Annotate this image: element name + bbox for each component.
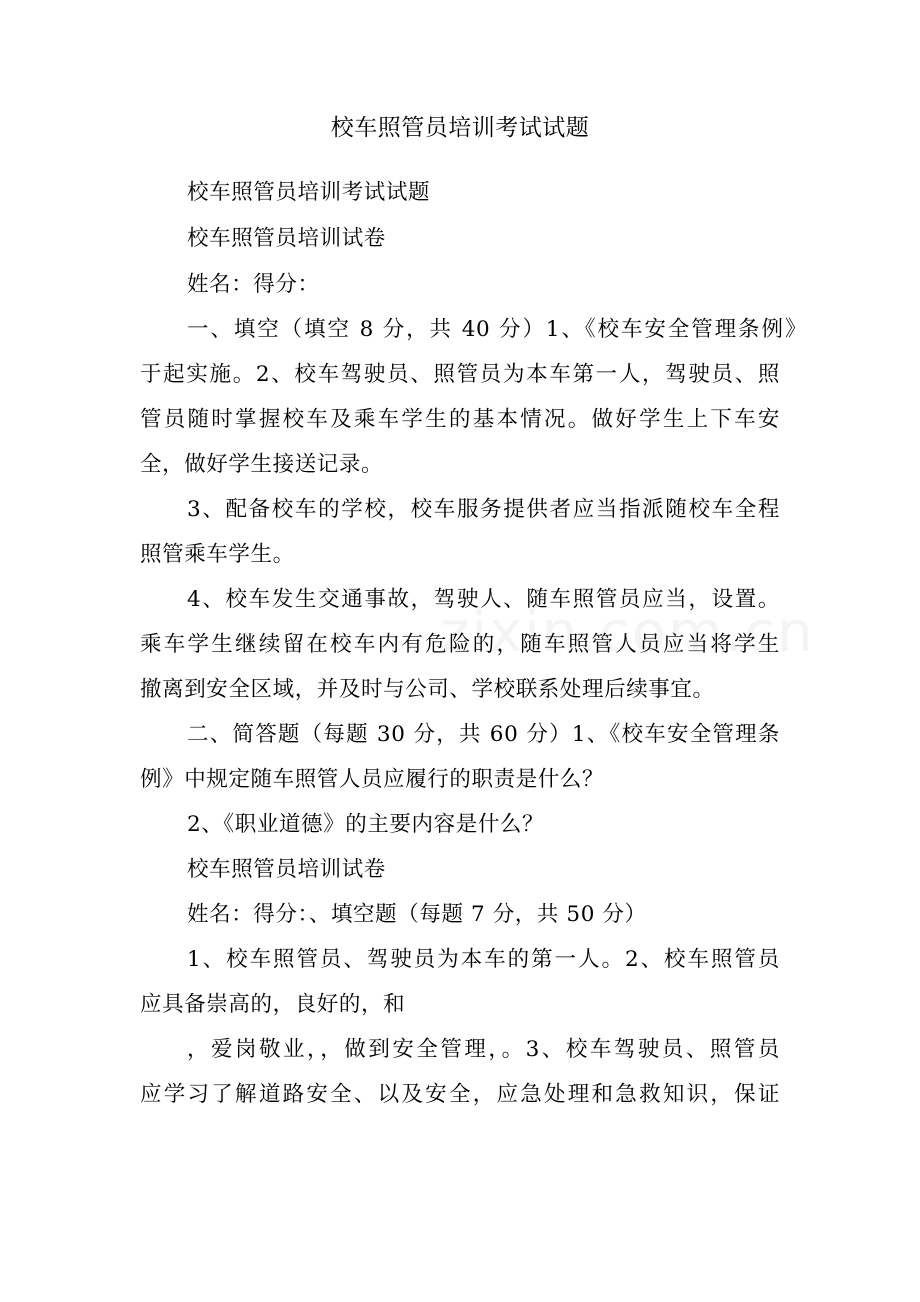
paragraph-line: 管员随时掌握校车及乘车学生的基本情况。做好学生上下车安 [140, 407, 780, 432]
paragraph-line: 校车照管员培训试卷 [187, 857, 386, 882]
paragraph-line: 撤离到安全区域，并及时与公司、学校联系处理后续事宜。 [140, 677, 715, 702]
paragraph-line: 应具备崇高的，良好的，和 [140, 992, 406, 1017]
paragraph-line: 2、《职业道德》的主要内容是什么？ [187, 812, 545, 837]
paragraph-line: 4、校车发生交通事故，驾驶人、随车照管员应当，设置。 [187, 587, 780, 612]
paragraph-line: 乘车学生继续留在校车内有危险的，随车照管人员应当将学生 [140, 632, 780, 657]
paragraph-line: 3、配备校车的学校，校车服务提供者应当指派随校车全程 [187, 497, 780, 522]
paragraph-line: 照管乘车学生。 [140, 542, 295, 567]
paragraph-line: 一、填空（填空 8 分，共 40 分）1、《校车安全管理条例》 [187, 317, 807, 342]
paragraph-line: 例》中规定随车照管人员应履行的职责是什么？ [140, 767, 605, 792]
paragraph-line: 应学习了解道路安全、以及安全，应急处理和急救知识，保证 [140, 1082, 780, 1107]
paragraph-line: 全，做好学生接送记录。 [140, 452, 384, 477]
paragraph-line: 校车照管员培训考试试题 [187, 180, 431, 205]
paragraph-line: ，爱岗敬业，，做到安全管理，。3、校车驾驶员、照管员 [187, 1037, 780, 1062]
paragraph-line: 于起实施。2、校车驾驶员、照管员为本车第一人，驾驶员、照 [140, 362, 780, 387]
paragraph-line: 1、校车照管员、驾驶员为本车的第一人。2、校车照管员 [187, 947, 780, 972]
paragraph-line: 姓名：得分：、填空题（每题 7 分，共 50 分） [187, 902, 647, 927]
paragraph-line: 校车照管员培训试卷 [187, 226, 386, 251]
paragraph-line: 二、简答题（每题 30 分，共 60 分）1、《校车安全管理条 [187, 722, 780, 747]
paragraph-line: 姓名：得分： [187, 272, 320, 297]
document-title: 校车照管员培训考试试题 [330, 115, 590, 141]
